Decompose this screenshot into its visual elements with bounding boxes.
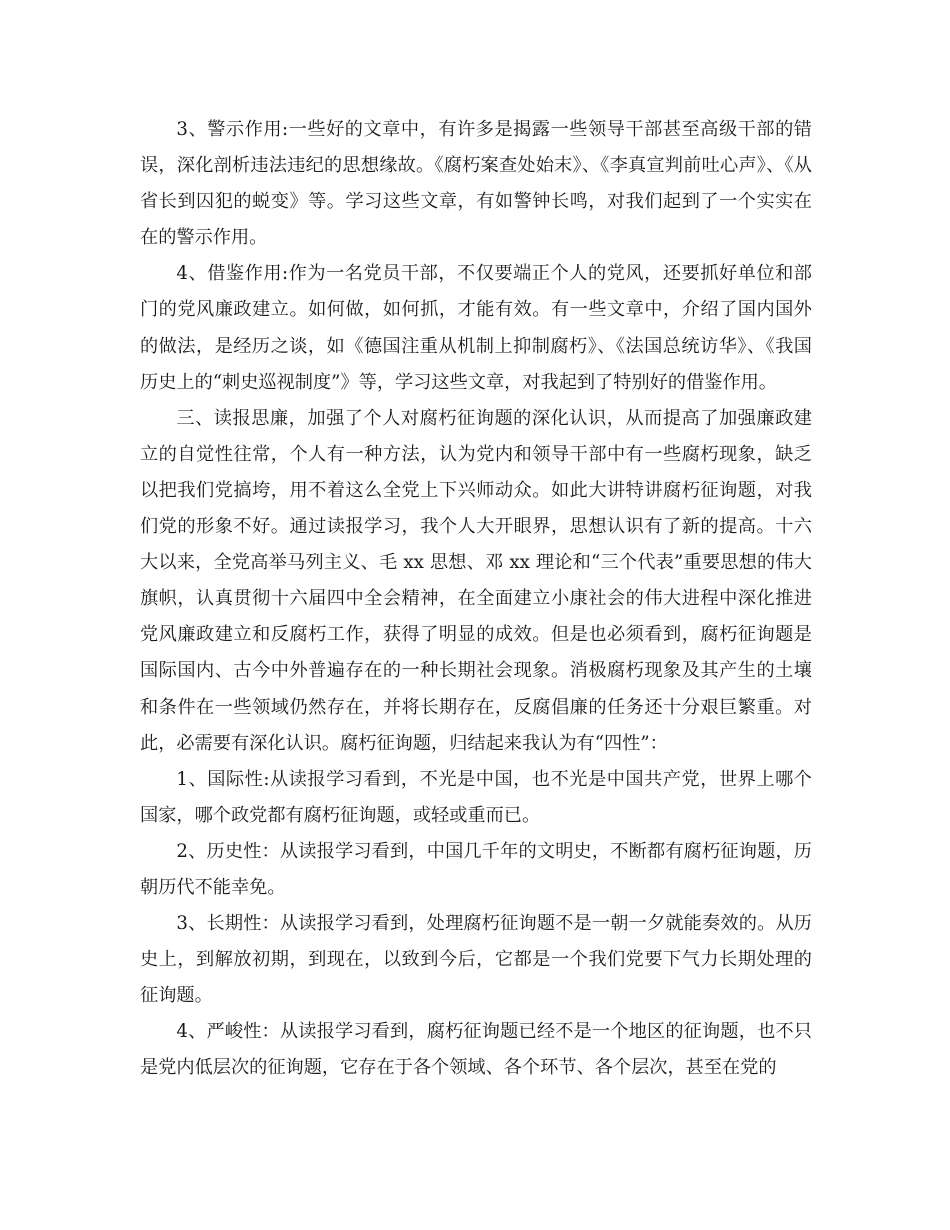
paragraph-severity: 4、严峻性：从读报学习看到，腐朽征询题已经不是一个地区的征询题，也不只是党内低层次的征询题，它存在于各个领域、各个环节、各个层次，甚至在党的 (140, 1021, 812, 1079)
paragraph-warning-role: 3、警示作用:一些好的文章中，有许多是揭露一些领导干部甚至高级干部的错误，深化剖析违法违纪的思想缘故。《腐朽案查处始末》、《李真宣判前吐心声》、《从省长到囚犯的蜕变》等。学习这些文章，有如警钟长鸣，对我们起到了一个实实在在的警示作用。 (140, 119, 812, 249)
paragraph-reference-role: 4、借鉴作用:作为一名党员干部，不仅要端正个人的党风，还要抓好单位和部门的党风廉政建立。如何做，如何抓，才能有效。有一些文章中，介绍了国内国外的做法，是经历之谈，如《德国注重从机制上抑制腐朽》、《法国总统访华》、《我国历史上的“刺史巡视制度”》等，学习这些文章，对我起到了特别好的借鉴作用。 (140, 263, 812, 393)
paragraph-historical: 2、历史性：从读报学习看到，中国几千年的文明史，不断都有腐朽征询题，历朝历代不能幸免。 (140, 840, 812, 898)
paragraph-section-three: 三、读报思廉，加强了个人对腐朽征询题的深化认识，从而提高了加强廉政建立的自觉性往常，个人有一种方法，认为党内和领导干部中有一些腐朽现象，缺乏以把我们党搞垮，用不着这么全党上下兴师动众。如此大讲特讲腐朽征询题，对我们党的形象不好。通过读报学习，我个人大开眼界，思想认识有了新的提高。十六大以来，全党高举马列主义、毛 xx 思想、邓 xx 理论和“三个代表”重要思想的伟大旗帜，认真贯彻十六届四中全会精神，在全面建立小康社会的伟大进程中深化推进党风廉政建立和反腐朽工作，获得了明显的成效。但是也必须看到，腐朽征询题是国际国内、古今中外普遍存在的一种长期社会现象。消极腐朽现象及其产生的土壤和条件在一些领域仍然存在，并将长期存在，反腐倡廉的任务还十分艰巨繁重。对此，必需要有深化认识。腐朽征询题，归结起来我认为有“四性”： (140, 407, 812, 754)
paragraph-international: 1、国际性:从读报学习看到，不光是中国，也不光是中国共产党，世界上哪个国家，哪个政党都有腐朽征询题，或轻或重而已。 (140, 768, 812, 826)
document-page (140, 112, 812, 1087)
paragraph-long-term: 3、长期性：从读报学习看到，处理腐朽征询题不是一朝一夕就能奏效的。从历史上，到解放初期，到现在，以致到今后，它都是一个我们党要下气力长期处理的征询题。 (140, 913, 812, 1007)
